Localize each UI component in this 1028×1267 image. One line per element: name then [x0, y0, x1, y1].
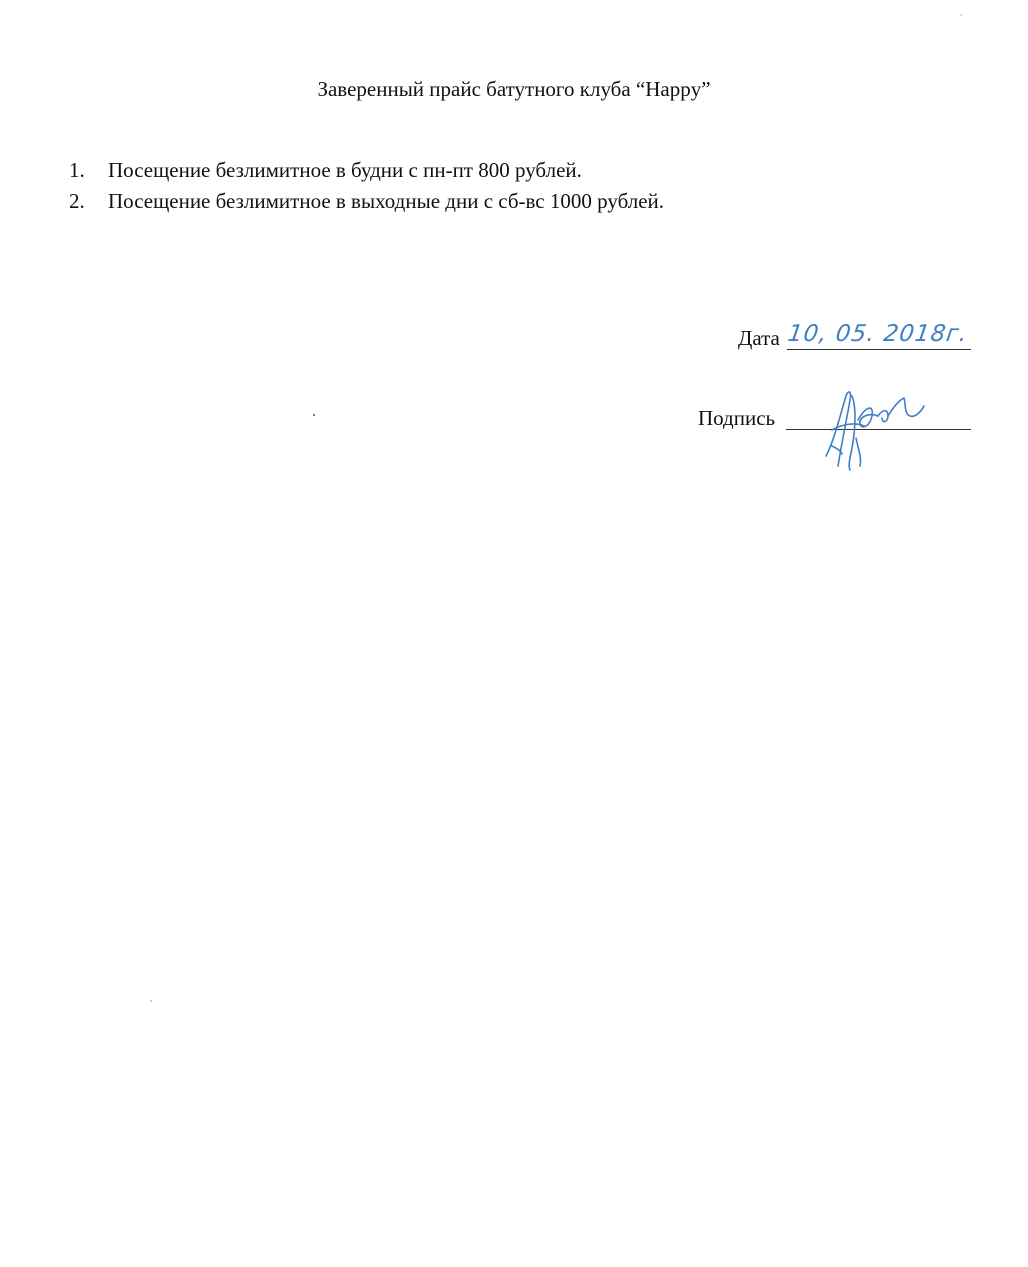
handwritten-signature	[812, 386, 942, 476]
date-underline	[787, 349, 971, 350]
item-text: Посещение безлимитное в будни с пн-пт 800 рублей.	[108, 158, 582, 182]
item-text: Посещение безлимитное в выходные дни с сб-вс 1000 рублей.	[108, 189, 665, 213]
signature-field	[698, 405, 775, 431]
list-item	[64, 186, 664, 217]
date-label: Дата	[738, 326, 780, 350]
scan-speck	[313, 414, 315, 416]
date-value: 10, 05. 2018г.	[786, 321, 970, 347]
scan-speck	[150, 1000, 152, 1002]
date-field	[738, 321, 970, 351]
item-number: 2.	[69, 189, 85, 213]
price-list	[64, 155, 664, 217]
list-item	[64, 155, 664, 186]
item-number: 1.	[69, 158, 85, 182]
page-title: Заверенный прайс батутного клуба “Happy”	[317, 77, 711, 101]
signature-label: Подпись	[698, 406, 776, 430]
scan-speck	[960, 14, 962, 16]
